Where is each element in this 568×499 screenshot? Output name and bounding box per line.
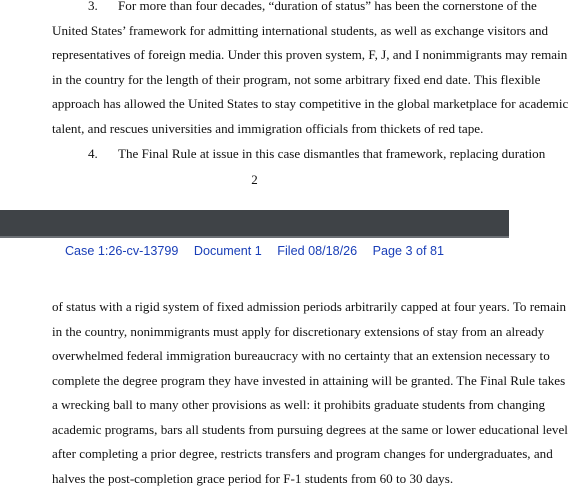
- paragraph-4-continued: [52, 295, 568, 491]
- paragraph-3: [52, 0, 568, 141]
- paragraph-line: representatives of foreign media. Under this proven system, F, J, and I nonimmigrants may remain: [52, 47, 568, 62]
- page-number: 2: [251, 172, 258, 187]
- case-number: Case 1:26-cv-13799: [64, 244, 179, 258]
- paragraph-line: approach has allowed the United States to stay competitive in the global marketplace for academic: [52, 96, 568, 111]
- page-of-total: Page 3 of 81: [372, 244, 445, 258]
- paragraph-line: halves the post-completion grace period for F-1 students from 60 to 30 days.: [52, 470, 454, 486]
- paragraph-number: 4.: [88, 146, 98, 161]
- paragraph-line: in the country for the length of their program, not some arbitrary fixed end date. This flexible: [52, 71, 541, 87]
- paragraph-line: after completing a prior degree, restricts transfers and program changes for undergraduates, and: [52, 446, 553, 461]
- paragraph-line: complete the degree program they have invested in attaining will be granted. The Final Rule takes: [52, 372, 566, 388]
- paragraph-line: 4. The Final Rule at issue in this case dismantles that framework, replacing duration: [52, 142, 476, 167]
- paragraph-line: overwhelmed federal immigration bureaucracy with no certainty that an extension necessary to: [52, 348, 550, 363]
- paragraph-line: a wrecking ball to many other provisions as well: it prohibits graduate students from changing: [52, 397, 546, 412]
- document-page-2: [0, 0, 568, 210]
- filed-date: Filed 08/18/26: [277, 244, 358, 258]
- paragraph-line: United States’ framework for admitting international students, as well as exchange visitors and: [52, 22, 549, 38]
- paragraph-line: in the country, nonimmigrants must apply for discretionary extensions of stay from an already: [52, 323, 545, 339]
- document-number: Document 1: [193, 244, 262, 258]
- paragraph-number: 3.: [88, 0, 98, 13]
- paragraph-line: 3. For more than four decades, “duration of status” has been the cornerstone of the: [52, 0, 476, 19]
- case-header-stamp: [0, 244, 509, 258]
- paragraph-line: academic programs, bars all students from pursuing degrees at the same or lower educational level: [52, 421, 568, 437]
- paragraph-line: talent, and rescues universities and immigration officials from thickets of red tape.: [52, 120, 484, 136]
- paragraph-4: [52, 142, 546, 167]
- paragraph-line: of status with a rigid system of fixed admission periods arbitrarily capped at four years. To remain: [52, 299, 567, 314]
- page-divider: [0, 210, 509, 238]
